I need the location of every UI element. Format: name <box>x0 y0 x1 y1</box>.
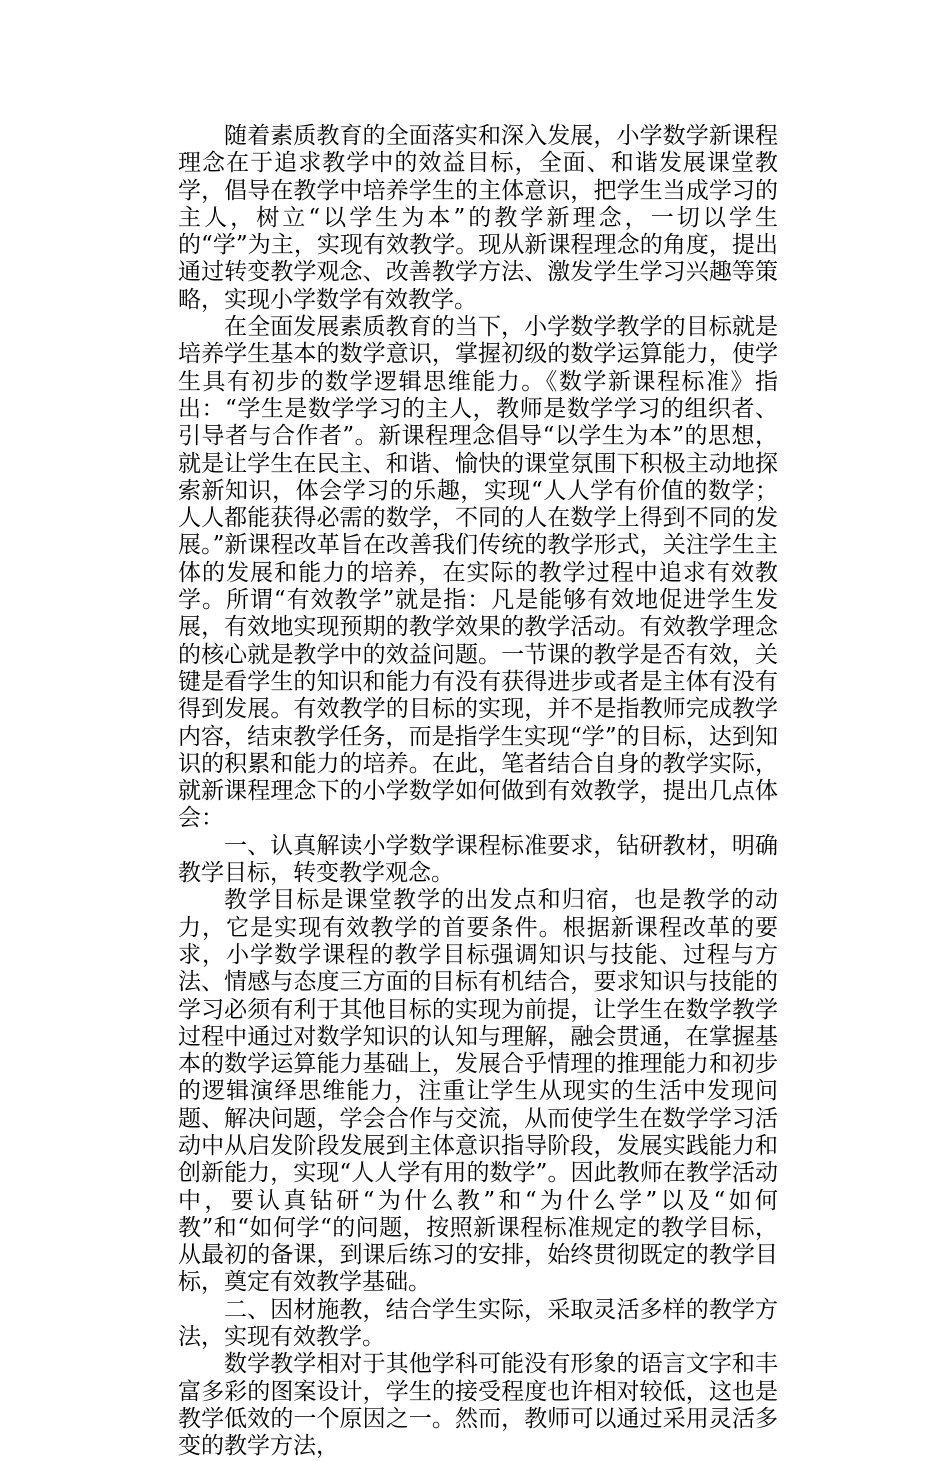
section-heading-2: 二、因材施教，结合学生实际，采取灵活多样的教学方法，实现有效教学。 <box>178 1296 778 1351</box>
paragraph-background: 在全面发展素质教育的当下，小学数学教学的目标就是培养学生基本的数学意识，掌握初级的数学运算能力，使学生具有初步的数学逻辑思维能力。《数学新课程标准》指出：“学生是数学学习的主人，教师是数学学习的组织者、引导者与合作者”。新课程理念倡导“以学生为本”的思想，就是让学生在民主、和谐、愉快的课堂氛围下积极主动地探索新知识，体会学习的乐趣，实现“人人学有价值的数学；人人都能获得必需的数学，不同的人在数学上得到不同的发展。”新课程改革旨在改善我们传统的教学形式，关注学生主体的发展和能力的培养，在实际的教学过程中追求有效教学。所谓“有效教学”就是指：凡是能够有效地促进学生发展，有效地实现预期的教学效果的教学活动。有效教学理念的核心就是教学中的效益问题。一节课的教学是否有效，关键是看学生的知识和能力有没有获得进步或者是主体有没有得到发展。有效教学的目标的实现，并不是指教师完成教学内容，结束教学任务，而是指学生实现“学”的目标，达到知识的积累和能力的培养。在此，笔者结合自身的教学实际，就新课程理念下的小学数学如何做到有效教学，提出几点体会： <box>178 314 778 832</box>
paragraph-section-1: 教学目标是课堂教学的出发点和归宿，也是教学的动力，它是实现有效教学的首要条件。根据新课程改革的要求，小学数学课程的教学目标强调知识与技能、过程与方法、情感与态度三方面的目标有机结合，要求知识与技能的学习必须有利于其他目标的实现为前提，让学生在数学教学过程中通过对数学知识的认知与理解，融会贯通，在掌握基本的数学运算能力基础上，发展合乎情理的推理能力和初步的逻辑演绎思维能力，注重让学生从现实的生活中发现问题、解决问题，学会合作与交流，从而使学生在数学学习活动中从启发阶段发展到主体意识指导阶段，发展实践能力和创新能力，实现“人人学有用的数学”。因此教师在教学活动中，要认真钻研“为什么教”和“为什么学”以及“如何教”和“如何学“的问题，按照新课程标准规定的教学目标，从最初的备课，到课后练习的安排，始终贯彻既定的教学目标，奠定有效教学基础。 <box>178 887 778 1296</box>
section-heading-1: 一、认真解读小学数学课程标准要求，钻研教材，明确教学目标，转变教学观念。 <box>178 832 778 887</box>
paragraph-intro: 随着素质教育的全面落实和深入发展，小学数学新课程理念在于追求教学中的效益目标，全面、和谐发展课堂教学，倡导在教学中培养学生的主体意识，把学生当成学习的主人，树立“以学生为本”的教学新理念，一切以学生的“学”为主，实现有效教学。现从新课程理念的角度，提出通过转变教学观念、改善教学方法、激发学生学习兴趣等策略，实现小学数学有效教学。 <box>178 123 778 313</box>
paragraph-section-2: 数学教学相对于其他学科可能没有形象的语言文字和丰富多彩的图案设计，学生的接受程度也许相对较低，这也是教学低效的一个原因之一。然而，教师可以通过采用灵活多变的教学方法， <box>178 1351 778 1460</box>
document-body <box>178 123 778 1461</box>
